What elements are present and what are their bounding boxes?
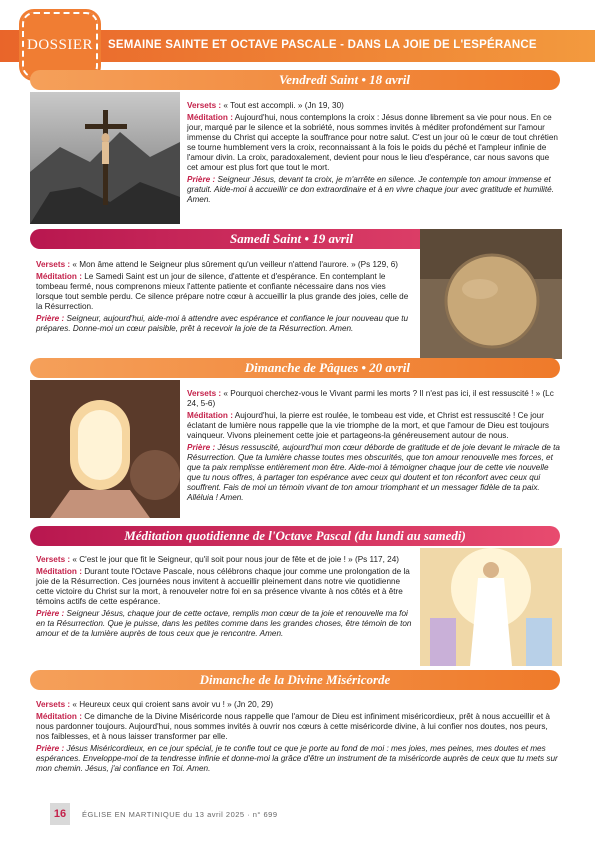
priere-label: Prière : xyxy=(187,443,216,452)
meditation-text: Le Samedi Saint est un jour de silence, d'attente et d'espérance. En contemplant le tombeau fermé, nous comprenons mieux l'attente patiente et confiante nécessaire dans nos vies lorsque tout semble perdu. Ce silence prépare notre cœur à accueillir la plus grande des joies, celle de la Résurrection. xyxy=(36,272,409,311)
priere-text: Jésus Miséricordieux, en ce jour spécial, je te confie tout ce que je porte au fond de moi : mes joies, mes peines, mes doutes et mes espérances. Enveloppe-moi de ta tendresse infinie et donne-moi la grâce d'être un instrument de ta miséricorde auprès de ceux que tu mets sur mon chemin. Jésus, j'ai confiance en Toi. Amen. xyxy=(36,744,558,773)
page-number-box xyxy=(50,803,70,825)
priere-label: Prière : xyxy=(36,609,65,618)
misericorde-text xyxy=(36,700,562,776)
versets-text: « Tout est accompli. » (Jn 19, 30) xyxy=(221,101,344,110)
versets-text: « C'est le jour que fit le Seigneur, qu'il soit pour nous jour de fête et de joie ! » (Ps 117, 24) xyxy=(70,555,399,564)
priere-text: Jésus ressuscité, aujourd'hui mon cœur déborde de gratitude et de joie devant le miracle de ta Résurrection. Que ta lumière chasse toutes mes obscurités, que ton amour renouvelle mes forces, et que ta paix remplisse entièrement mon être. Aide-moi à témoigner chaque jour de cette vie nouvelle que tu nous offres, à partager ton espérance avec ceux qui doutent et ton réconfort avec ceux qui souffrent. Fais de moi un témoin vivant de ton amour triomphant et un messager fidèle de ta paix. Alléluia ! Amen. xyxy=(187,443,560,502)
header-title: SEMAINE SAINTE ET OCTAVE PASCALE - DANS LA JOIE DE L'ESPÉRANCE xyxy=(108,39,537,51)
samedi-text xyxy=(36,260,414,336)
meditation-label: Méditation : xyxy=(36,272,82,281)
section-title-text: Vendredi Saint • 18 avril xyxy=(279,72,410,87)
meditation-label: Méditation : xyxy=(187,411,233,420)
empty-tomb-image xyxy=(30,380,180,518)
tomb-stone-image xyxy=(420,229,562,359)
meditation-text: Durant toute l'Octave Pascale, nous célébrons chaque jour comme une prolongation de la joie de la Résurrection. Ces journées nous invitent à accueillir pleinement dans notre vie quotidienne cette victoire du Christ sur la mort, à renouveler notre foi en sa présence vivante à nos côtés et à être témoins actifs de cette espérance. xyxy=(36,567,410,606)
meditation-label: Méditation : xyxy=(187,113,233,122)
versets-text: « Mon âme attend le Seigneur plus sûrement qu'un veilleur n'attend l'aurore. » (Ps 129, 6) xyxy=(70,260,398,269)
versets-label: Versets : xyxy=(36,555,71,564)
section-title-text: Dimanche de Pâques • 20 avril xyxy=(244,360,410,375)
section-title-vendredi xyxy=(30,70,560,90)
vendredi-text xyxy=(187,101,562,207)
meditation-text: Aujourd'hui, nous contemplons la croix : Jésus donne librement sa vie pour nous. En ce jour, marqué par le silence et la sobriété, nous sommes invités à méditer profondément sur l'amour immense du Christ qui accepte la souffrance pour notre salut. C'est un jour où le cœur de tout chrétien se tourne humblement vers la croix, reconnaissant à la fois le poids du péché et l'ampleur infinie de l'amour divin. La croix, paradoxalement, devient pour nous le lieu d'espérance, car nous savons que cet amour est plus fort que tout le mort. xyxy=(187,113,558,172)
dossier-badge xyxy=(22,12,98,78)
page-number: 16 xyxy=(53,808,67,820)
priere-text: Seigneur Jésus, chaque jour de cette octave, remplis mon cœur de ta joie et renouvelle ma foi en ta Résurrection. Que je puisse, dans les petites comme dans les grandes choses, être témoin de ton amour et de ta lumière auprès de tous ceux que je rencontre. Amen. xyxy=(36,609,412,638)
dossier-label: DOSSIER xyxy=(26,36,93,53)
crucifix-image xyxy=(30,92,180,224)
priere-text: Seigneur Jésus, devant ta croix, je m'arrête en silence. Je contemple ton amour immense et gratuit. Aide-moi à accueillir ce don extraordinaire et à en vivre chaque jour avec gratitude et humilité. Amen. xyxy=(187,175,554,204)
priere-label: Prière : xyxy=(36,314,65,323)
section-title-octave xyxy=(30,526,560,546)
priere-label: Prière : xyxy=(36,744,65,753)
versets-label: Versets : xyxy=(36,700,71,709)
meditation-label: Méditation : xyxy=(36,567,82,576)
section-title-text: Dimanche de la Divine Miséricorde xyxy=(199,672,391,687)
versets-text: « Pourquoi cherchez-vous le Vivant parmi les morts ? Il n'est pas ici, il est ressuscité ! » (Lc 24, 5-6) xyxy=(187,389,554,408)
meditation-text: Ce dimanche de la Divine Miséricorde nous rappelle que l'amour de Dieu est infiniment miséricordieux, prêt à nous accueillir et à nous pardonner toujours. Aujourd'hui, nous sommes invités à ouvrir nos cœurs à cette miséricorde divine, à lui confier nos doutes, nos peurs, nos faiblesses, et à nous laisser transformer par elle. xyxy=(36,712,550,741)
versets-text: « Heureux ceux qui croient sans avoir vu ! » (Jn 20, 29) xyxy=(70,700,274,709)
versets-label: Versets : xyxy=(187,389,222,398)
section-title-paques xyxy=(30,358,560,378)
meditation-text: Aujourd'hui, la pierre est roulée, le tombeau est vide, et Christ est ressuscité ! Ce jour éclatant de lumière nous rappelle que la vie triomphe de la mort, et que l'amour de Dieu est toujours vainqueur. Vivons pleinement cette joie et partageons-la généreusement autour de nous. xyxy=(187,411,550,440)
versets-label: Versets : xyxy=(187,101,222,110)
priere-text: Seigneur, aujourd'hui, aide-moi à attendre avec espérance et confiance le jour nouveau que tu prépares. Donne-moi un cœur paisible, prêt à recevoir la joie de ta Résurrection. Amen. xyxy=(36,314,409,333)
versets-label: Versets : xyxy=(36,260,71,269)
meditation-label: Méditation : xyxy=(36,712,82,721)
resurrection-image xyxy=(420,548,562,666)
section-title-misericorde xyxy=(30,670,560,690)
priere-label: Prière : xyxy=(187,175,216,184)
octave-text xyxy=(36,555,416,641)
paques-text xyxy=(187,389,562,505)
section-title-text: Méditation quotidienne de l'Octave Pascal (du lundi au samedi) xyxy=(124,528,466,543)
section-title-text: Samedi Saint • 19 avril xyxy=(230,231,354,246)
footer-text: ÉGLISE EN MARTINIQUE du 13 avril 2025 · n° 699 xyxy=(82,810,278,819)
